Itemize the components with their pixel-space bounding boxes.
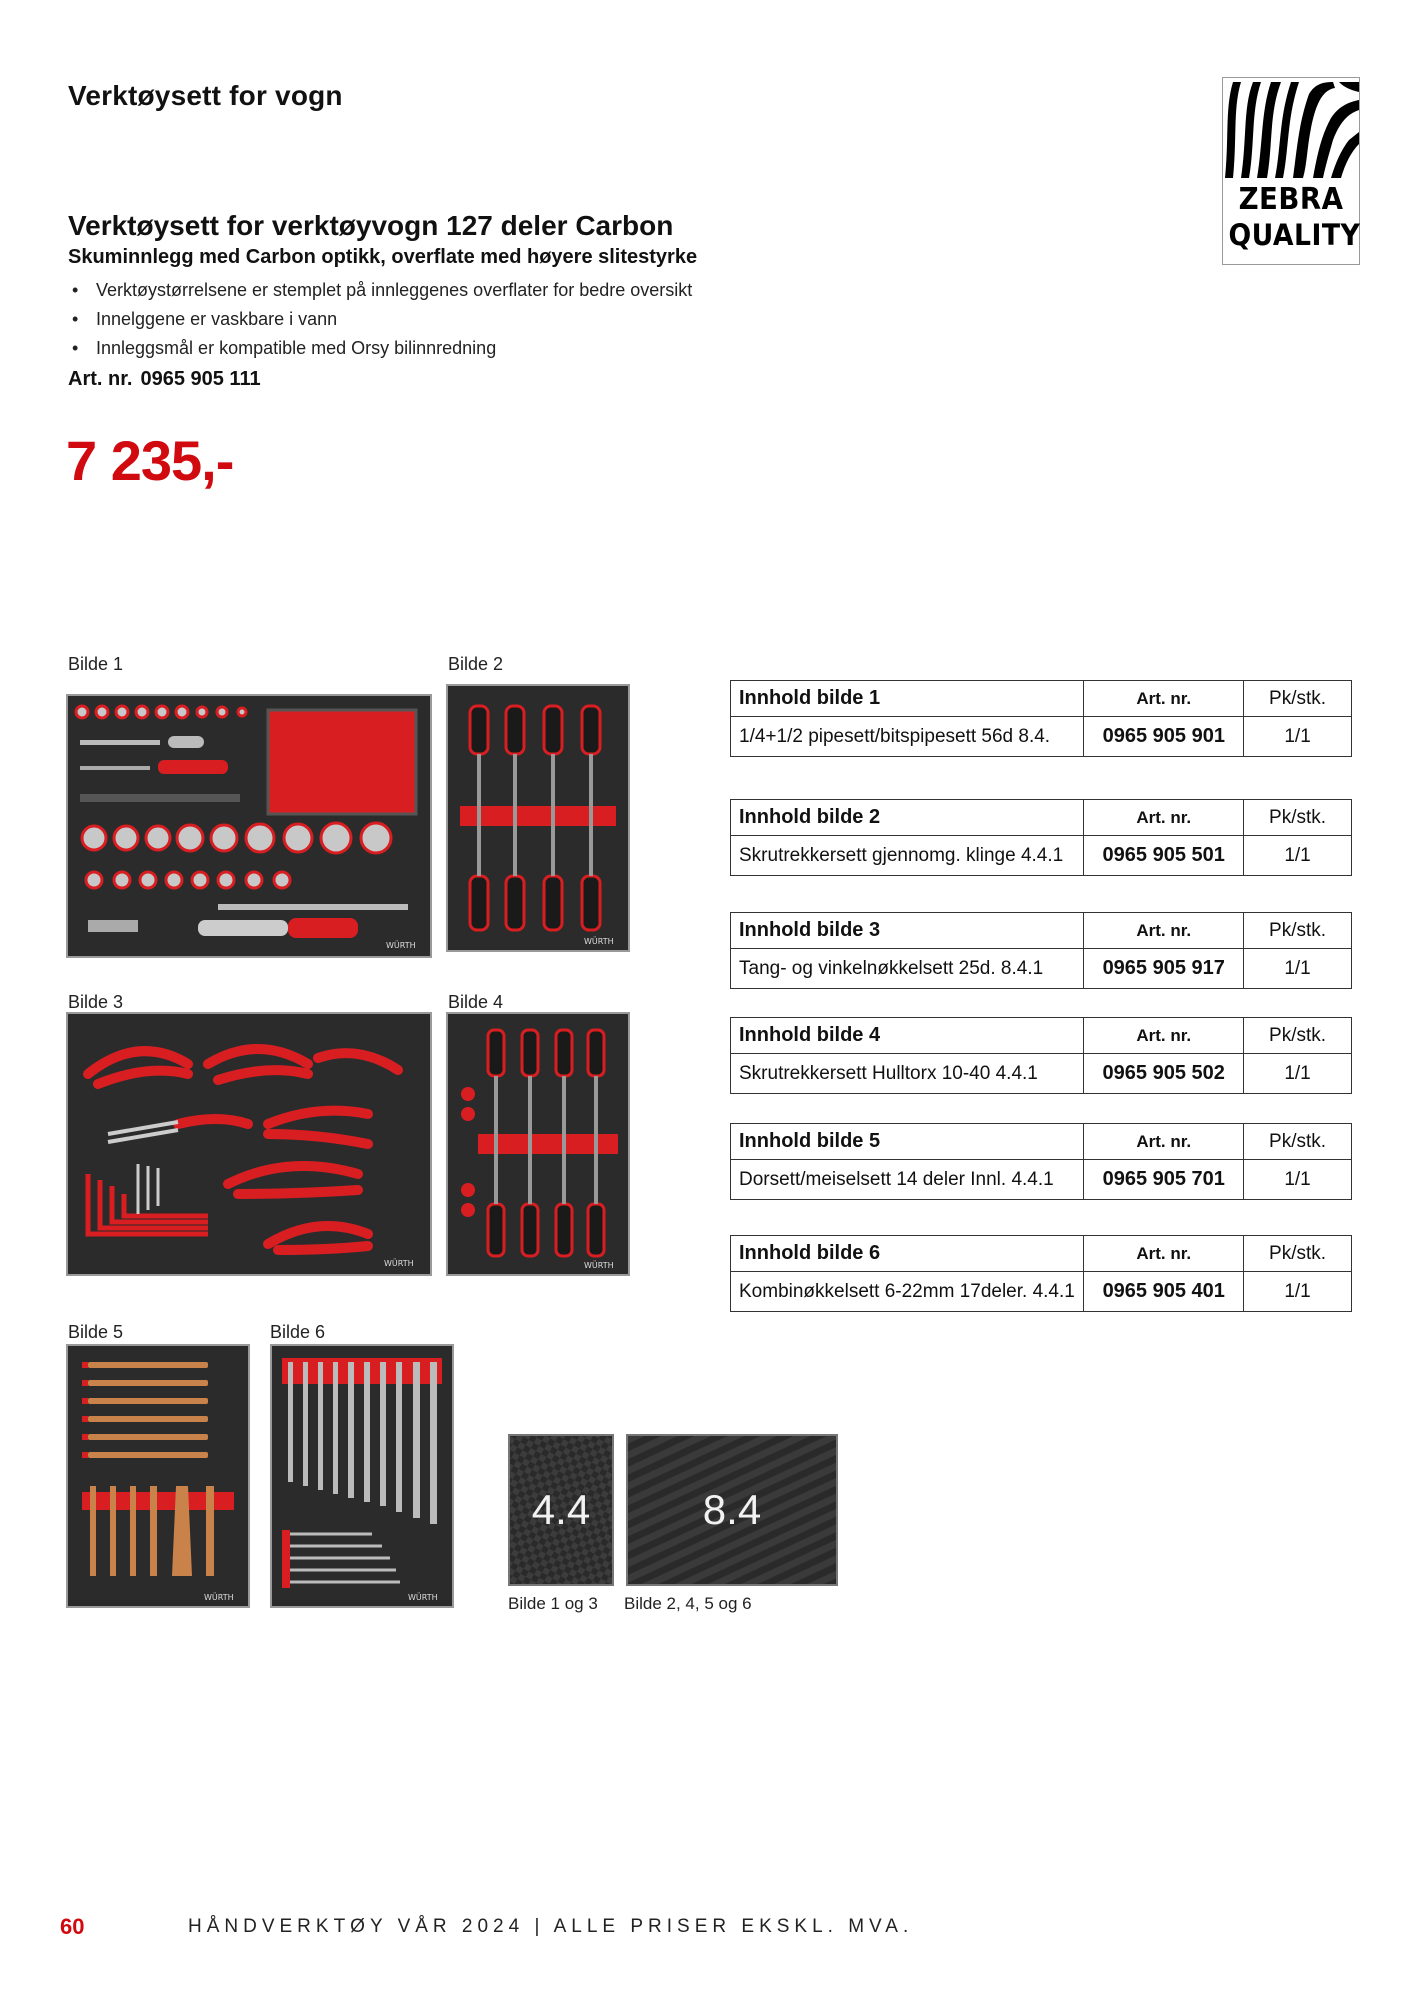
art-nr-header: Art. nr.: [1084, 1124, 1244, 1160]
tray-image-5-punches-chisels: [66, 1344, 250, 1608]
pk-header: Pk/stk.: [1244, 913, 1352, 949]
item-pack: 1/1: [1244, 1272, 1352, 1312]
svg-text:WÜRTH: WÜRTH: [584, 1261, 614, 1270]
carbon-swatch-4-4: [508, 1434, 614, 1586]
product-title: Verktøysett for verktøyvogn 127 deler Carbon: [68, 210, 674, 241]
table-title: Innhold bilde 3: [731, 913, 1084, 949]
picture-label-4: Bilde 4: [448, 992, 504, 1012]
item-description: Skrutrekkersett gjennomg. klinge 4.4.1: [731, 836, 1084, 876]
pk-header: Pk/stk.: [1244, 681, 1352, 717]
brand-line-2: QUALITY: [1228, 218, 1361, 252]
swatch-caption: Bilde 1 og 3: [508, 1594, 598, 1613]
table-title: Innhold bilde 6: [731, 1236, 1084, 1272]
svg-text:WÜRTH: WÜRTH: [386, 941, 416, 950]
brand-line-1: ZEBRA: [1238, 182, 1344, 217]
pk-header: Pk/stk.: [1244, 800, 1352, 836]
tray-image-4-screwdrivers-hulltorx: [446, 1012, 630, 1276]
page-number: 60: [60, 1914, 85, 1939]
product-price: 7 235,-: [66, 429, 234, 492]
item-pack: 1/1: [1244, 949, 1352, 989]
swatch-caption: Bilde 2, 4, 5 og 6: [624, 1594, 752, 1613]
section-title: Verktøysett for vogn: [68, 80, 343, 111]
swatch-code: 4.4: [531, 1486, 591, 1533]
article-number-label: Art. nr.: [68, 368, 133, 390]
contents-table-1: [730, 680, 1352, 757]
item-description: Kombinøkkelsett 6-22mm 17deler. 4.4.1: [731, 1272, 1084, 1312]
svg-text:WÜRTH: WÜRTH: [384, 1259, 414, 1268]
zebra-stripes-icon: [1223, 78, 1359, 178]
article-number-line: [68, 368, 269, 391]
pk-header: Pk/stk.: [1244, 1018, 1352, 1054]
svg-text:WÜRTH: WÜRTH: [584, 937, 614, 946]
item-article-number: 0965 905 502: [1084, 1054, 1244, 1094]
zebra-quality-logo: [1222, 77, 1360, 265]
art-nr-header: Art. nr.: [1084, 1236, 1244, 1272]
picture-label-3: Bilde 3: [68, 992, 124, 1012]
item-description: Dorsett/meiselsett 14 deler Innl. 4.4.1: [731, 1160, 1084, 1200]
feature-item: • Innelggene er vaskbare i vann: [68, 305, 692, 334]
tray-image-2-screwdrivers: [446, 684, 630, 952]
item-article-number: 0965 905 917: [1084, 949, 1244, 989]
picture-label-2: Bilde 2: [448, 654, 504, 674]
art-nr-header: Art. nr.: [1084, 1018, 1244, 1054]
article-number-value: 0965 905 111: [140, 368, 261, 390]
contents-table-5: [730, 1123, 1352, 1200]
table-title: Innhold bilde 1: [731, 681, 1084, 717]
tray-image-1-sockets: [66, 694, 432, 958]
carbon-swatch-8-4: [626, 1434, 838, 1586]
feature-item: • Verktøystørrelsene er stemplet på innleggenes overflater for bedre oversikt: [68, 276, 692, 305]
svg-text:WÜRTH: WÜRTH: [408, 1593, 438, 1602]
svg-text:WÜRTH: WÜRTH: [204, 1593, 234, 1602]
table-title: Innhold bilde 4: [731, 1018, 1084, 1054]
table-title: Innhold bilde 2: [731, 800, 1084, 836]
art-nr-header: Art. nr.: [1084, 681, 1244, 717]
contents-table-6: [730, 1235, 1352, 1312]
product-subtitle: Skuminnlegg med Carbon optikk, overflate med høyere slitestyrke: [68, 246, 698, 268]
item-article-number: 0965 905 901: [1084, 717, 1244, 757]
pk-header: Pk/stk.: [1244, 1236, 1352, 1272]
feature-list: [68, 276, 692, 363]
feature-item: • Innleggsmål er kompatible med Orsy bilinnredning: [68, 334, 692, 363]
contents-table-3: [730, 912, 1352, 989]
item-pack: 1/1: [1244, 717, 1352, 757]
art-nr-header: Art. nr.: [1084, 800, 1244, 836]
picture-label-5: Bilde 5: [68, 1322, 124, 1342]
picture-label-6: Bilde 6: [270, 1322, 326, 1342]
pk-header: Pk/stk.: [1244, 1124, 1352, 1160]
footer-text: HÅNDVERKTØY VÅR 2024 | ALLE PRISER EKSKL. MVA.: [188, 1916, 914, 1937]
item-pack: 1/1: [1244, 836, 1352, 876]
item-description: Skrutrekkersett Hulltorx 10-40 4.4.1: [731, 1054, 1084, 1094]
contents-table-2: [730, 799, 1352, 876]
tray-image-3-pliers: [66, 1012, 432, 1276]
tray-image-6-combination-wrenches: [270, 1344, 454, 1608]
item-pack: 1/1: [1244, 1054, 1352, 1094]
swatch-code: 8.4: [702, 1486, 762, 1533]
art-nr-header: Art. nr.: [1084, 913, 1244, 949]
item-article-number: 0965 905 501: [1084, 836, 1244, 876]
table-title: Innhold bilde 5: [731, 1124, 1084, 1160]
contents-table-4: [730, 1017, 1352, 1094]
picture-label-1: Bilde 1: [68, 654, 124, 674]
item-article-number: 0965 905 401: [1084, 1272, 1244, 1312]
item-pack: 1/1: [1244, 1160, 1352, 1200]
item-description: Tang- og vinkelnøkkelsett 25d. 8.4.1: [731, 949, 1084, 989]
item-article-number: 0965 905 701: [1084, 1160, 1244, 1200]
item-description: 1/4+1/2 pipesett/bitspipesett 56d 8.4.: [731, 717, 1084, 757]
